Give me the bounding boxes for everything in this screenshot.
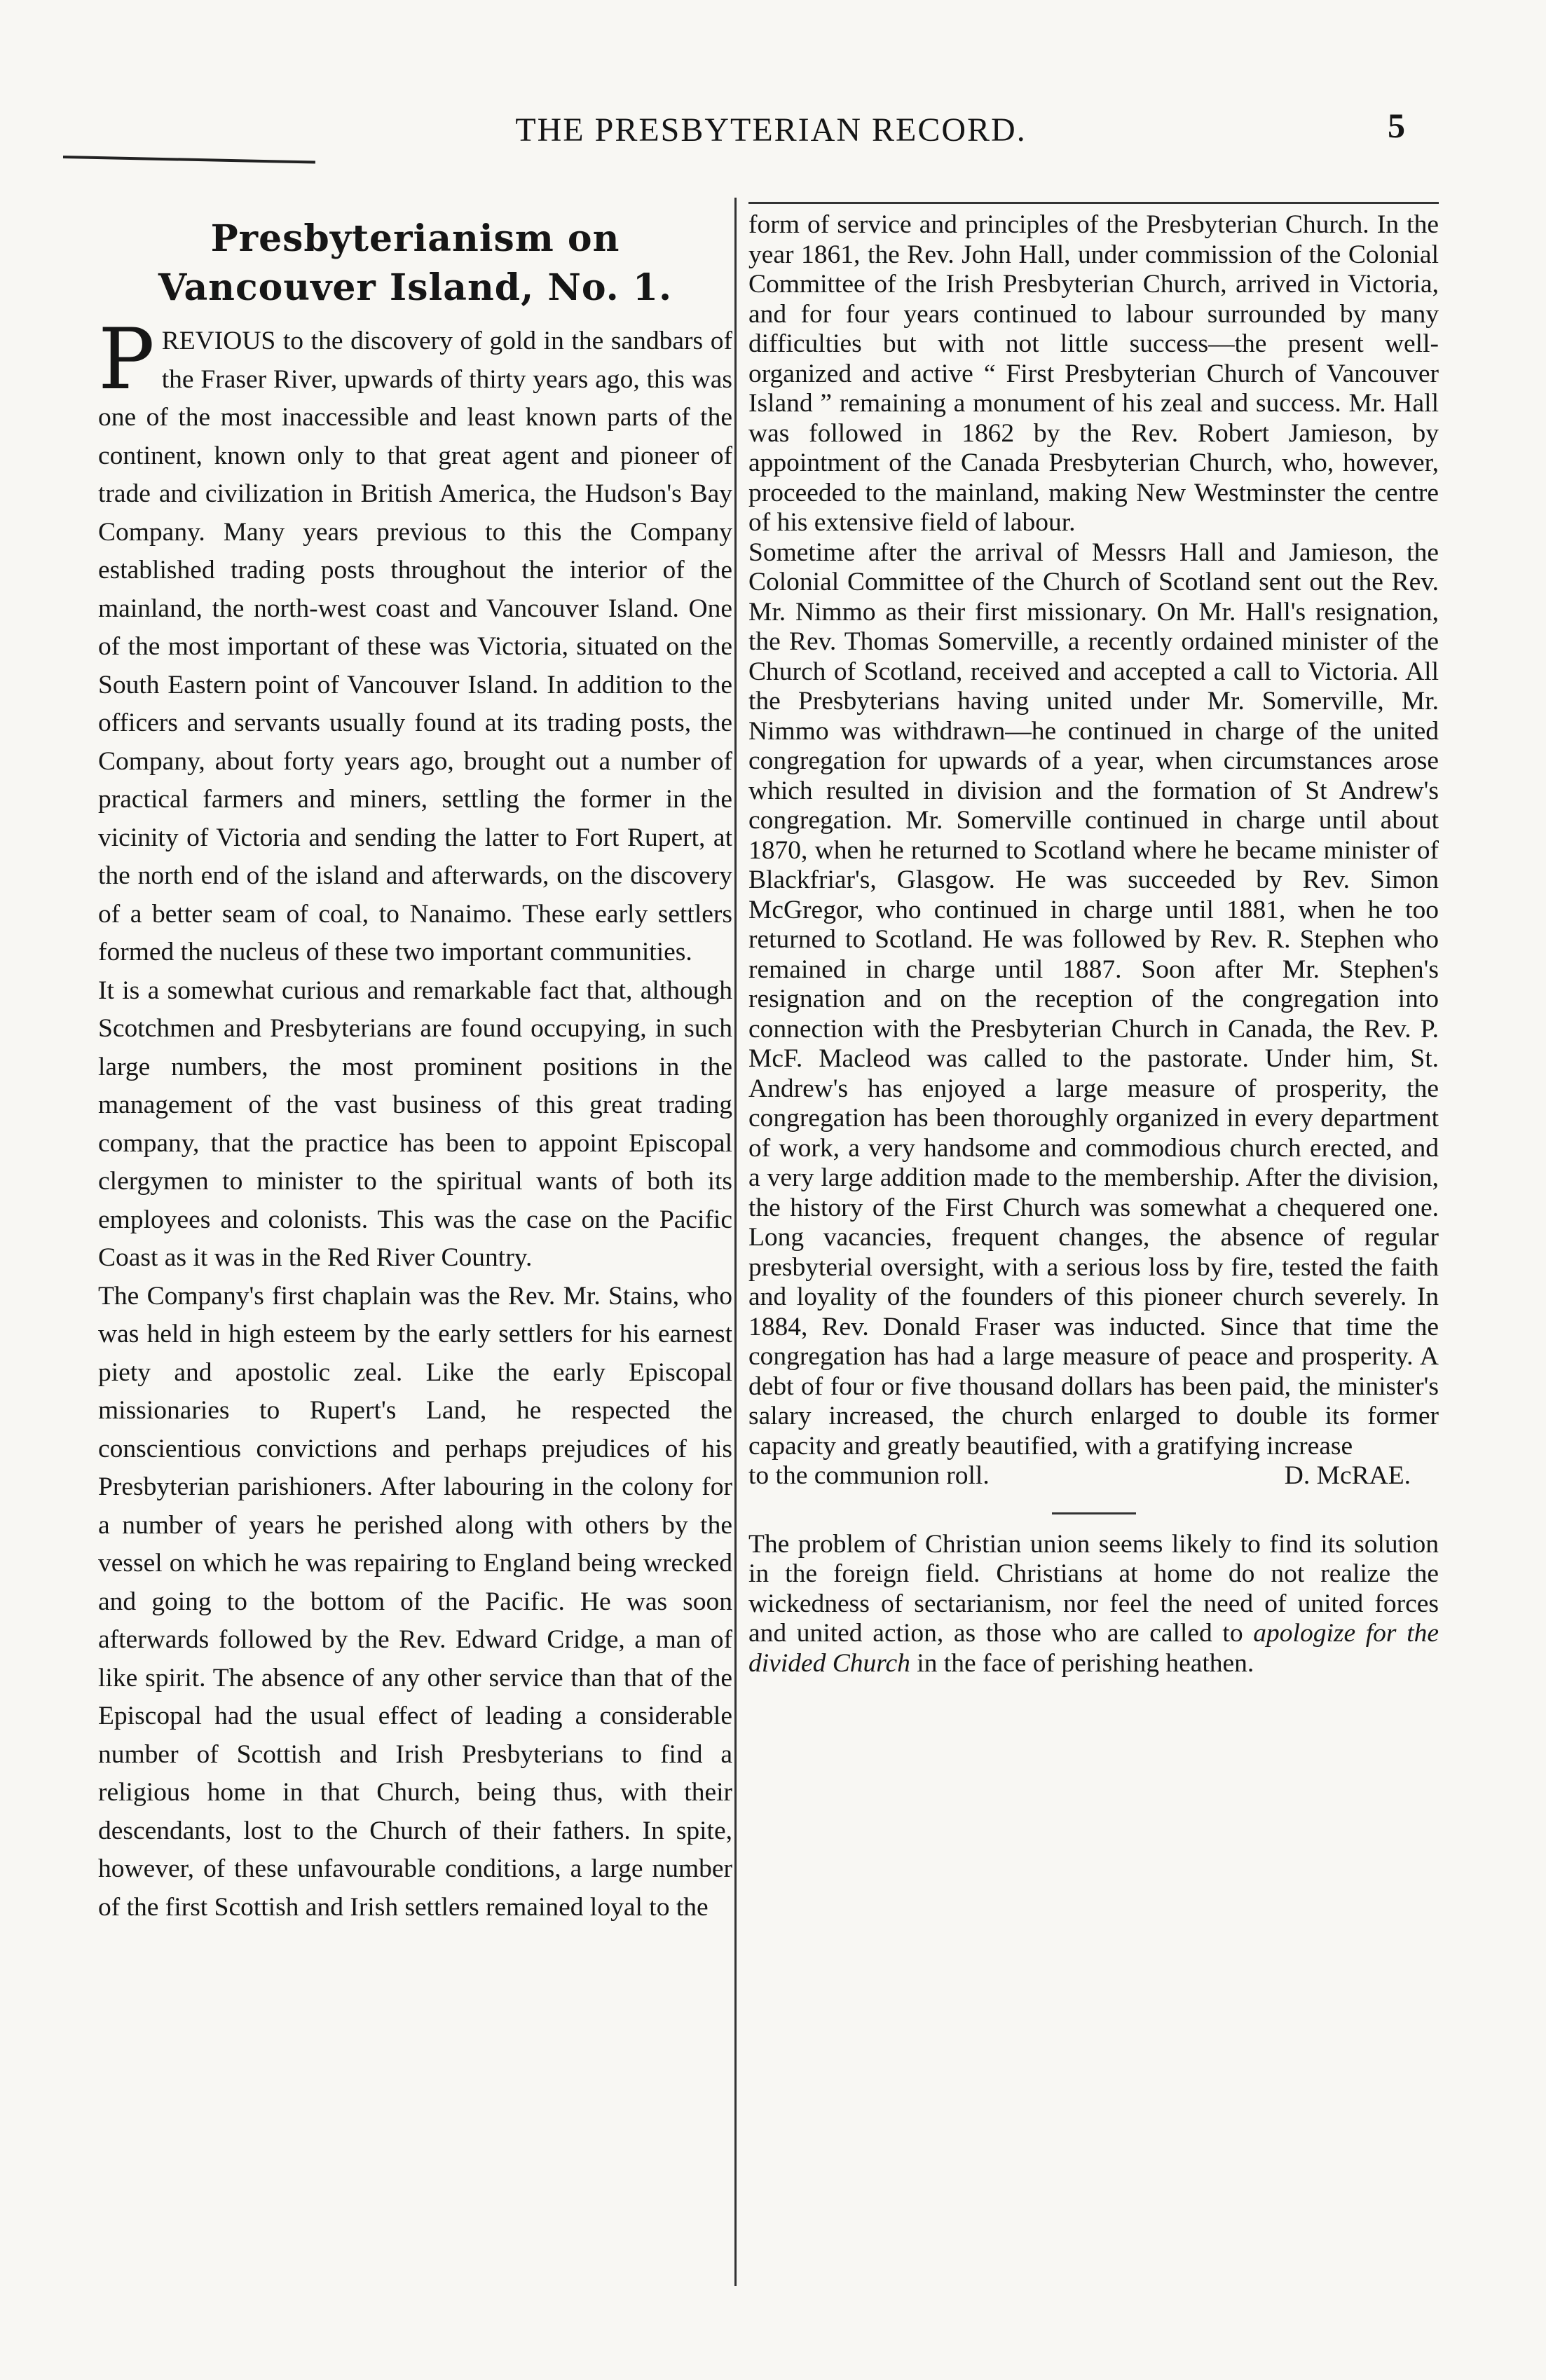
paragraph-text: REVIOUS to the discovery of gold in the sandbars of the Fraser River, upwards of thirty years ago, this was one of the most inaccessible and least known parts of the continent, known only to that great agent and pioneer of trade and civilization in British America, the Hudson's Bay Company. Many years previous to this the Company established trading posts throughout the interior of the mainland, the north-west coast and Vancouver Island. One of the most important of these was Victoria, situated on the South Eastern point of Vancouver Island. In addition to the officers and servants usually found at its trading posts, the Company, about forty years ago, brought out a number of practical farmers and miners, settling the former in the vicinity of Victoria and sending the latter to Fort Rupert, at the north end of the island and afterwards, on the discovery of a better seam of coal, to Nanaimo. These early settlers formed the nucleus of these two important communities. [98, 327, 732, 966]
note-emphasis: apologize for the divided Church [748, 1619, 1439, 1678]
article-body-left [98, 311, 732, 1927]
article-title-text: Presbyterianism on Vancouver Island, [158, 217, 620, 309]
note-paragraph [748, 1530, 1439, 1679]
column-divider [734, 198, 737, 2286]
paragraph: form of service and principles of the Presbyterian Church. In the year 1861, the Rev. John Hall, under commission of the Colonial Committee of the Irish Presbyterian Church, arrived in Victoria, and for four years continued to labour surrounded by many difficulties but with not little success—the present well-organized and active “ First Presbyterian Church of Vancouver Island ” remaining a monument of his zeal and success. Mr. Hall was followed in 1862 by the Rev. Robert Jamieson, by appointment of the Canada Presbyterian Church, who, however, proceeded to the mainland, making New Westminster the centre of his extensive field of labour. [748, 210, 1439, 537]
page-number: 5 [1388, 106, 1405, 145]
article-body-right [748, 210, 1439, 1491]
right-column [748, 210, 1439, 1678]
section-rule [1052, 1512, 1136, 1514]
author-signature: D. McRAE. [1284, 1461, 1411, 1490]
left-column [98, 210, 732, 1927]
running-head [0, 105, 1546, 161]
article-title [98, 214, 732, 313]
paragraph: The Company's first chaplain was the Rev. Mr. Stains, who was held in high esteem by the early settlers for his earnest piety and apostolic zeal. Like the early Episcopal missionaries to Rupert's Land, he respected the conscientious convictions and perhaps prejudices of his Presbyterian parishioners. After labouring in the colony for a number of years he perished along with others by the vessel on which he was repairing to England being wrecked and going to the bottom of the Pacific. He was soon afterwards followed by the Rev. Edward Cridge, a man of like spirit. The absence of any other service than that of the Episcopal had the usual effect of leading a considerable number of Scottish and Irish Presbyterians to find a religious home in that Church, being thus, with their descendants, lost to the Church of their fathers. In spite, however, of these unfavourable conditions, a large number of the first Scottish and Irish settlers remained loyal to the [98, 1281, 732, 1922]
closing-row [748, 1461, 1439, 1491]
paragraph: It is a somewhat curious and remarkable fact that, although Scotchmen and Presbyterians are found occupying, in such large numbers, the most prominent positions in the management of the vast business of this great trading company, that the practice has been to appoint Episcopal clergymen to minister to the spiritual wants of both its employees and colonists. This was the case on the Pacific Coast as it was in the Red River Country. [98, 976, 732, 1272]
note-text-after: in the face of perishing heathen. [917, 1648, 1254, 1678]
closing-line: to the communion roll. [748, 1461, 990, 1490]
running-title: THE PRESBYTERIAN RECORD. [515, 111, 1027, 149]
top-rule [748, 202, 1439, 204]
note-text-before: The problem of Christian union seems likely to find its solution in the foreign field. Christians at home do not realize the wickedness of sectarianism, nor feel the need of united forces and united action, as those who are called to [748, 1529, 1439, 1648]
drop-cap: P [98, 311, 155, 409]
paragraph [98, 311, 732, 972]
article-number: No. 1. [547, 266, 673, 309]
paragraph: Sometime after the arrival of Messrs Hall and Jamieson, the Colonial Committee of the Church of Scotland sent out the Rev. Mr. Nimmo as their first missionary. On Mr. Hall's resignation, the Rev. Thomas Somerville, a recently ordained minister of the Church of Scotland, received and accepted a call to Victoria. All the Presbyterians having united under Mr. Somerville, Mr. Nimmo was withdrawn—he continued in charge of the united congregation for upwards of a year, when circumstances arose which resulted in division and the formation of St Andrew's congregation. Mr. Somerville continued in charge until about 1870, when he returned to Scotland where he became minister of Blackfriar's, Glasgow. He was succeeded by Rev. Simon McGregor, who continued in charge until 1881, when he too returned to Scotland. He was followed by Rev. R. Stephen who remained in charge until 1887. Soon after Mr. Stephen's resignation and on the reception of the congregation into connection with the Presbyterian Church in Canada, the Rev. P. McF. Macleod was called to the pastorate. Under him, St. Andrew's has enjoyed a large measure of prosperity, the congregation has been thoroughly organized in every department of work, a very handsome and commodious church erected, and a very large addition made to the membership. After the division, the history of the First Church was somewhat a chequered one. Long vacancies, frequent changes, the absence of regular presbyterial oversight, with a serious loss by fire, tested the faith and loyality of the founders of this pioneer church severely. In 1884, Rev. Donald Fraser was inducted. Since that time the congregation has had a large measure of peace and prosperity. A debt of four or five thousand dollars has been paid, the minister's salary increased, the church enlarged to double its former capacity and greatly beautified, with a gratifying increase [748, 538, 1439, 1461]
